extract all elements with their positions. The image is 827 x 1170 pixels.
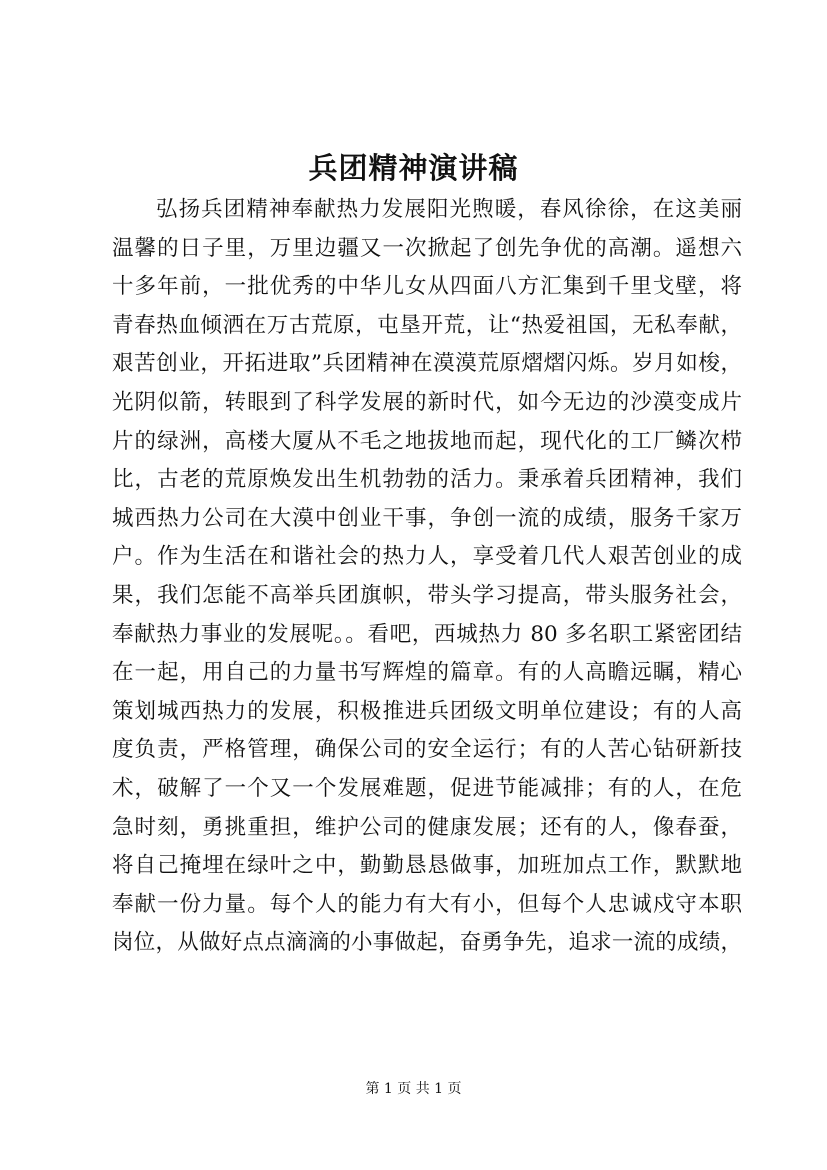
body-line: 岗位，从做好点点滴滴的小事做起，奋勇争先，追求一流的成绩， (112, 930, 742, 956)
body-line: 光阴似箭，转眼到了科学发展的新时代，如今无边的沙漠变成片 (112, 389, 742, 415)
body-line: 十多年前，一批优秀的中华儿女从四面八方汇集到千里戈壁，将 (112, 274, 742, 300)
body-line: 策划城西热力的发展，积极推进兵团级文明单位建设；有的人高 (112, 698, 742, 724)
body-line: 城西热力公司在大漠中创业干事，争创一流的成绩，服务千家万 (112, 505, 742, 531)
body-line: 片的绿洲，高楼大厦从不毛之地拔地而起，现代化的工厂鳞次栉 (112, 428, 742, 454)
body-line: 奉献热力事业的发展呢。。看吧，西城热力 80 多名职工紧密团结 (112, 621, 742, 647)
body-line: 户。作为生活在和谐社会的热力人，享受着几代人艰苦创业的成 (112, 544, 742, 570)
document-title: 兵团精神演讲稿 (308, 151, 519, 185)
body-line: 度负责，严格管理，确保公司的安全运行；有的人苦心钻研新技 (112, 737, 742, 763)
body-line: 果，我们怎能不高举兵团旗帜，带头学习提高，带头服务社会， (112, 582, 742, 608)
body-line: 弘扬兵团精神奉献热力发展阳光煦暖，春风徐徐，在这美丽 (156, 197, 742, 222)
body-line: 比，古老的荒原焕发出生机勃勃的活力。秉承着兵团精神，我们 (112, 467, 742, 493)
body-line: 将自己掩埋在绿叶之中，勤勤恳恳做事，加班加点工作，默默地 (112, 853, 742, 879)
body-line: 术，破解了一个又一个发展难题，促进节能减排；有的人，在危 (112, 775, 742, 801)
body-line: 温馨的日子里，万里边疆又一次掀起了创先争优的高潮。遥想六 (112, 235, 742, 261)
body-line: 奉献一份力量。每个人的能力有大有小，但每个人忠诚戍守本职 (112, 891, 742, 917)
page-footer: 第 1 页 共 1 页 (365, 1081, 462, 1097)
document-body (112, 191, 742, 963)
body-line: 青春热血倾洒在万古荒原，屯垦开荒，让“热爱祖国，无私奉献， (112, 312, 742, 338)
body-line: 在一起，用自己的力量书写辉煌的篇章。有的人高瞻远瞩，精心 (112, 660, 742, 686)
body-line: 急时刻，勇挑重担，维护公司的健康发展；还有的人，像春蚕， (112, 814, 742, 840)
body-line: 艰苦创业，开拓进取”兵团精神在漠漠荒原熠熠闪烁。岁月如梭， (112, 351, 742, 377)
